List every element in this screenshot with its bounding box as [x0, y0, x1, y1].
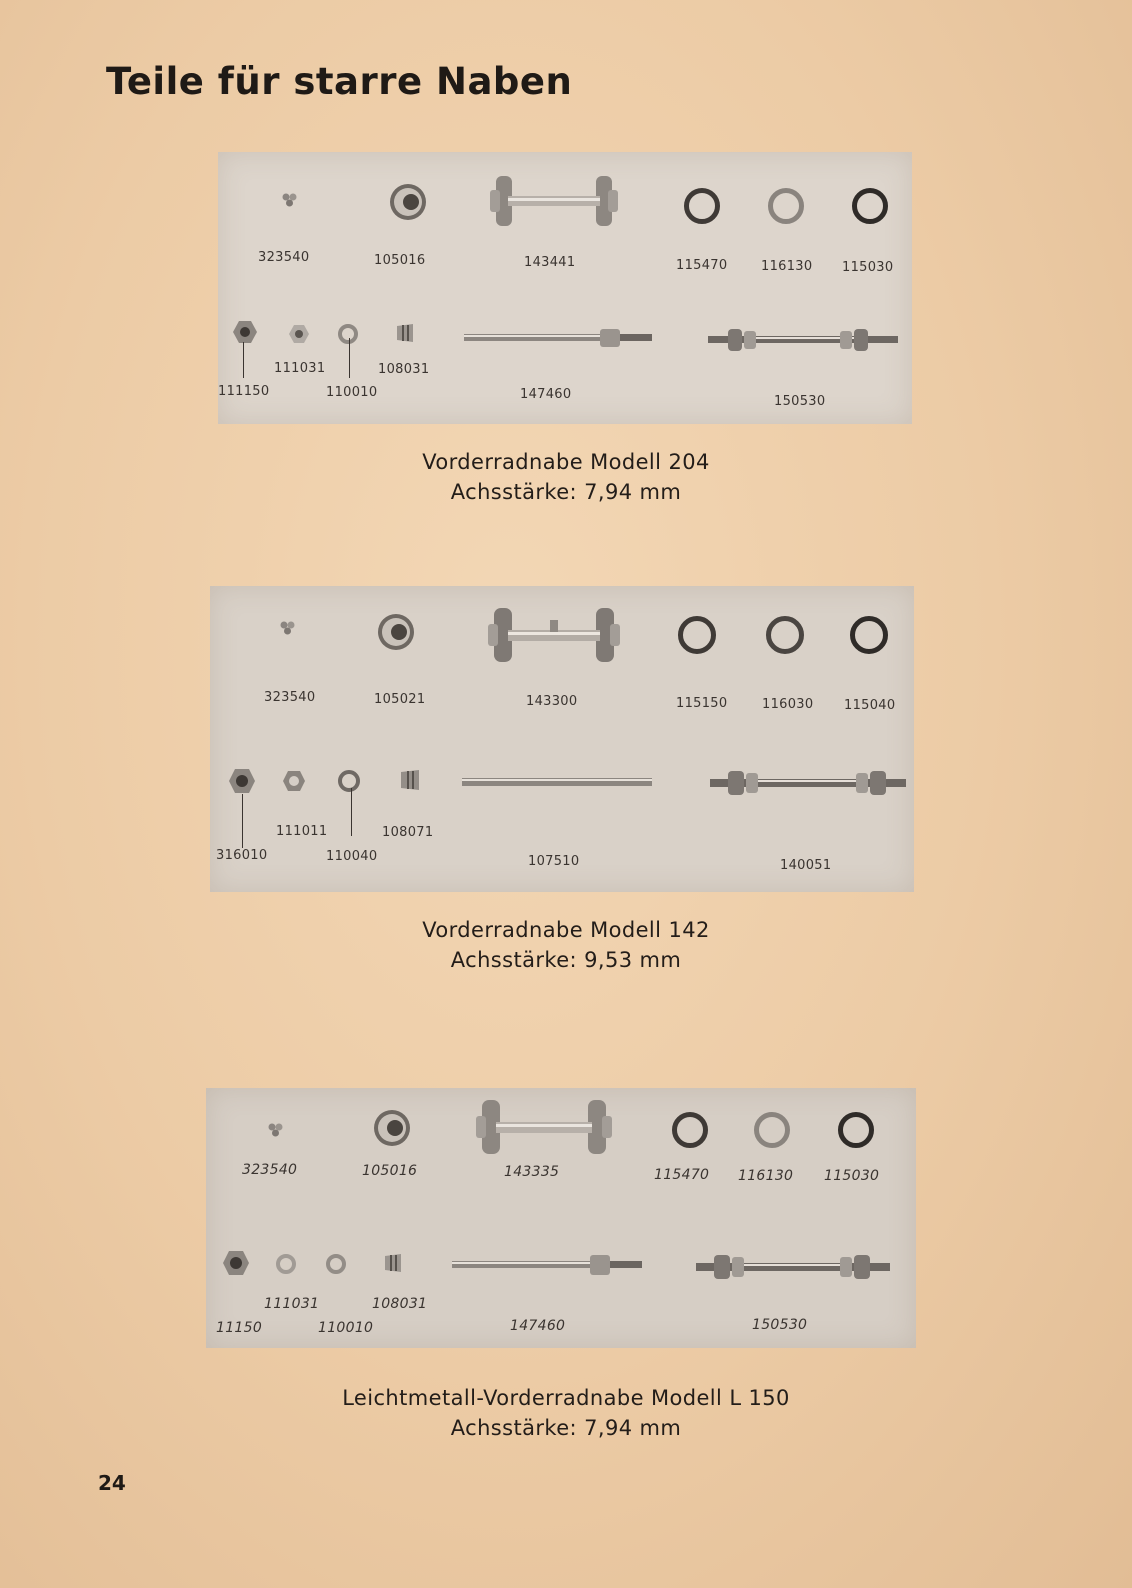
part-number-label: 110010 — [318, 1320, 374, 1336]
part-number-label: 115470 — [676, 258, 728, 273]
part-number-label: 150530 — [774, 394, 826, 409]
part-number-label: 108071 — [382, 825, 434, 840]
dust-cap-ring-image — [850, 616, 888, 654]
part-number-label: 115030 — [824, 1168, 880, 1184]
part-number-label: 107510 — [528, 854, 580, 869]
part-number-label: 323540 — [258, 250, 310, 265]
dust-cap-ring-image — [672, 1112, 708, 1148]
dust-cap-ring-image — [678, 616, 716, 654]
page-number: 24 — [98, 1471, 126, 1495]
part-number-label: 111150 — [218, 384, 270, 399]
parts-photo-panel-3 — [206, 1088, 916, 1348]
leader-line — [243, 342, 244, 378]
hex-nut-image — [222, 1250, 250, 1276]
part-number-label: 115150 — [676, 696, 728, 711]
part-number-label: 110010 — [326, 385, 378, 400]
caption-model: Vorderradnabe Modell 142 — [422, 918, 710, 942]
washer-ring-image — [768, 188, 804, 224]
ball-bearings-image — [264, 1120, 288, 1140]
page-title: Teile für starre Naben — [106, 60, 573, 103]
hub-body-image — [486, 604, 622, 666]
caption-axle-size: Achsstärke: 9,53 mm — [450, 948, 682, 972]
part-number-label: 111031 — [264, 1296, 320, 1312]
hub-body-image — [474, 1096, 614, 1158]
part-number-label: 108031 — [372, 1296, 428, 1312]
cone-nut-image — [398, 768, 422, 792]
axle-assembly-image — [708, 326, 898, 354]
ball-bearings-image — [276, 618, 300, 638]
part-number-label: 143300 — [526, 694, 578, 709]
caption-axle-size: Achsstärke: 7,94 mm — [450, 480, 682, 504]
part-number-label: 105016 — [362, 1163, 418, 1179]
dust-cap-ring-image — [838, 1112, 874, 1148]
hex-nut-image — [228, 768, 256, 794]
axle-image — [464, 326, 654, 350]
washer-image — [338, 324, 358, 344]
hub-caption — [0, 915, 1132, 975]
part-number-label: 150530 — [752, 1317, 808, 1333]
cone-nut-image — [382, 1252, 404, 1274]
caption-model: Vorderradnabe Modell 204 — [422, 450, 710, 474]
hub-caption — [0, 447, 1132, 507]
leader-line — [351, 788, 352, 836]
part-number-label: 108031 — [378, 362, 430, 377]
part-number-label: 323540 — [242, 1162, 298, 1178]
part-number-label: 111031 — [274, 361, 326, 376]
hub-caption — [0, 1383, 1132, 1443]
axle-assembly-image — [710, 768, 906, 798]
hub-body-image — [488, 174, 620, 228]
washer-image — [326, 1254, 346, 1274]
dust-cap-ring-image — [852, 188, 888, 224]
parts-photo-panel-1 — [218, 152, 912, 424]
part-number-label: 11150 — [216, 1320, 263, 1336]
leader-line — [242, 794, 243, 848]
part-number-label: 116130 — [761, 259, 813, 274]
washer-ring-image — [766, 616, 804, 654]
part-number-label: 115040 — [844, 698, 896, 713]
axle-assembly-image — [696, 1252, 890, 1282]
hex-nut-image — [232, 320, 258, 344]
part-number-label: 105016 — [374, 253, 426, 268]
cone-image — [388, 182, 428, 222]
cone-image — [376, 612, 416, 652]
part-number-label: 143441 — [524, 255, 576, 270]
part-number-label: 147460 — [510, 1318, 566, 1334]
part-number-label: 116130 — [738, 1168, 794, 1184]
caption-axle-size: Achsstärke: 7,94 mm — [450, 1416, 682, 1440]
dust-cap-ring-image — [684, 188, 720, 224]
leader-line — [349, 338, 350, 378]
part-number-label: 323540 — [264, 690, 316, 705]
washer-ring-image — [754, 1112, 790, 1148]
cone-nut-image — [394, 322, 416, 344]
part-number-label: 110040 — [326, 849, 378, 864]
lock-nut-image — [288, 324, 310, 344]
part-number-label: 147460 — [520, 387, 572, 402]
cone-image — [372, 1108, 412, 1148]
washer-image — [338, 770, 360, 792]
part-number-label: 115470 — [654, 1167, 710, 1183]
part-number-label: 115030 — [842, 260, 894, 275]
lock-nut-image — [282, 770, 306, 792]
parts-photo-panel-2 — [210, 586, 914, 892]
axle-image — [452, 1252, 644, 1278]
axle-image — [462, 774, 652, 790]
part-number-label: 116030 — [762, 697, 814, 712]
ball-bearings-image — [278, 190, 302, 210]
caption-model: Leichtmetall-Vorderradnabe Modell L 150 — [342, 1386, 790, 1410]
lock-nut-image — [276, 1254, 296, 1274]
part-number-label: 316010 — [216, 848, 268, 863]
part-number-label: 111011 — [276, 824, 328, 839]
part-number-label: 140051 — [780, 858, 832, 873]
part-number-label: 143335 — [504, 1164, 560, 1180]
part-number-label: 105021 — [374, 692, 426, 707]
